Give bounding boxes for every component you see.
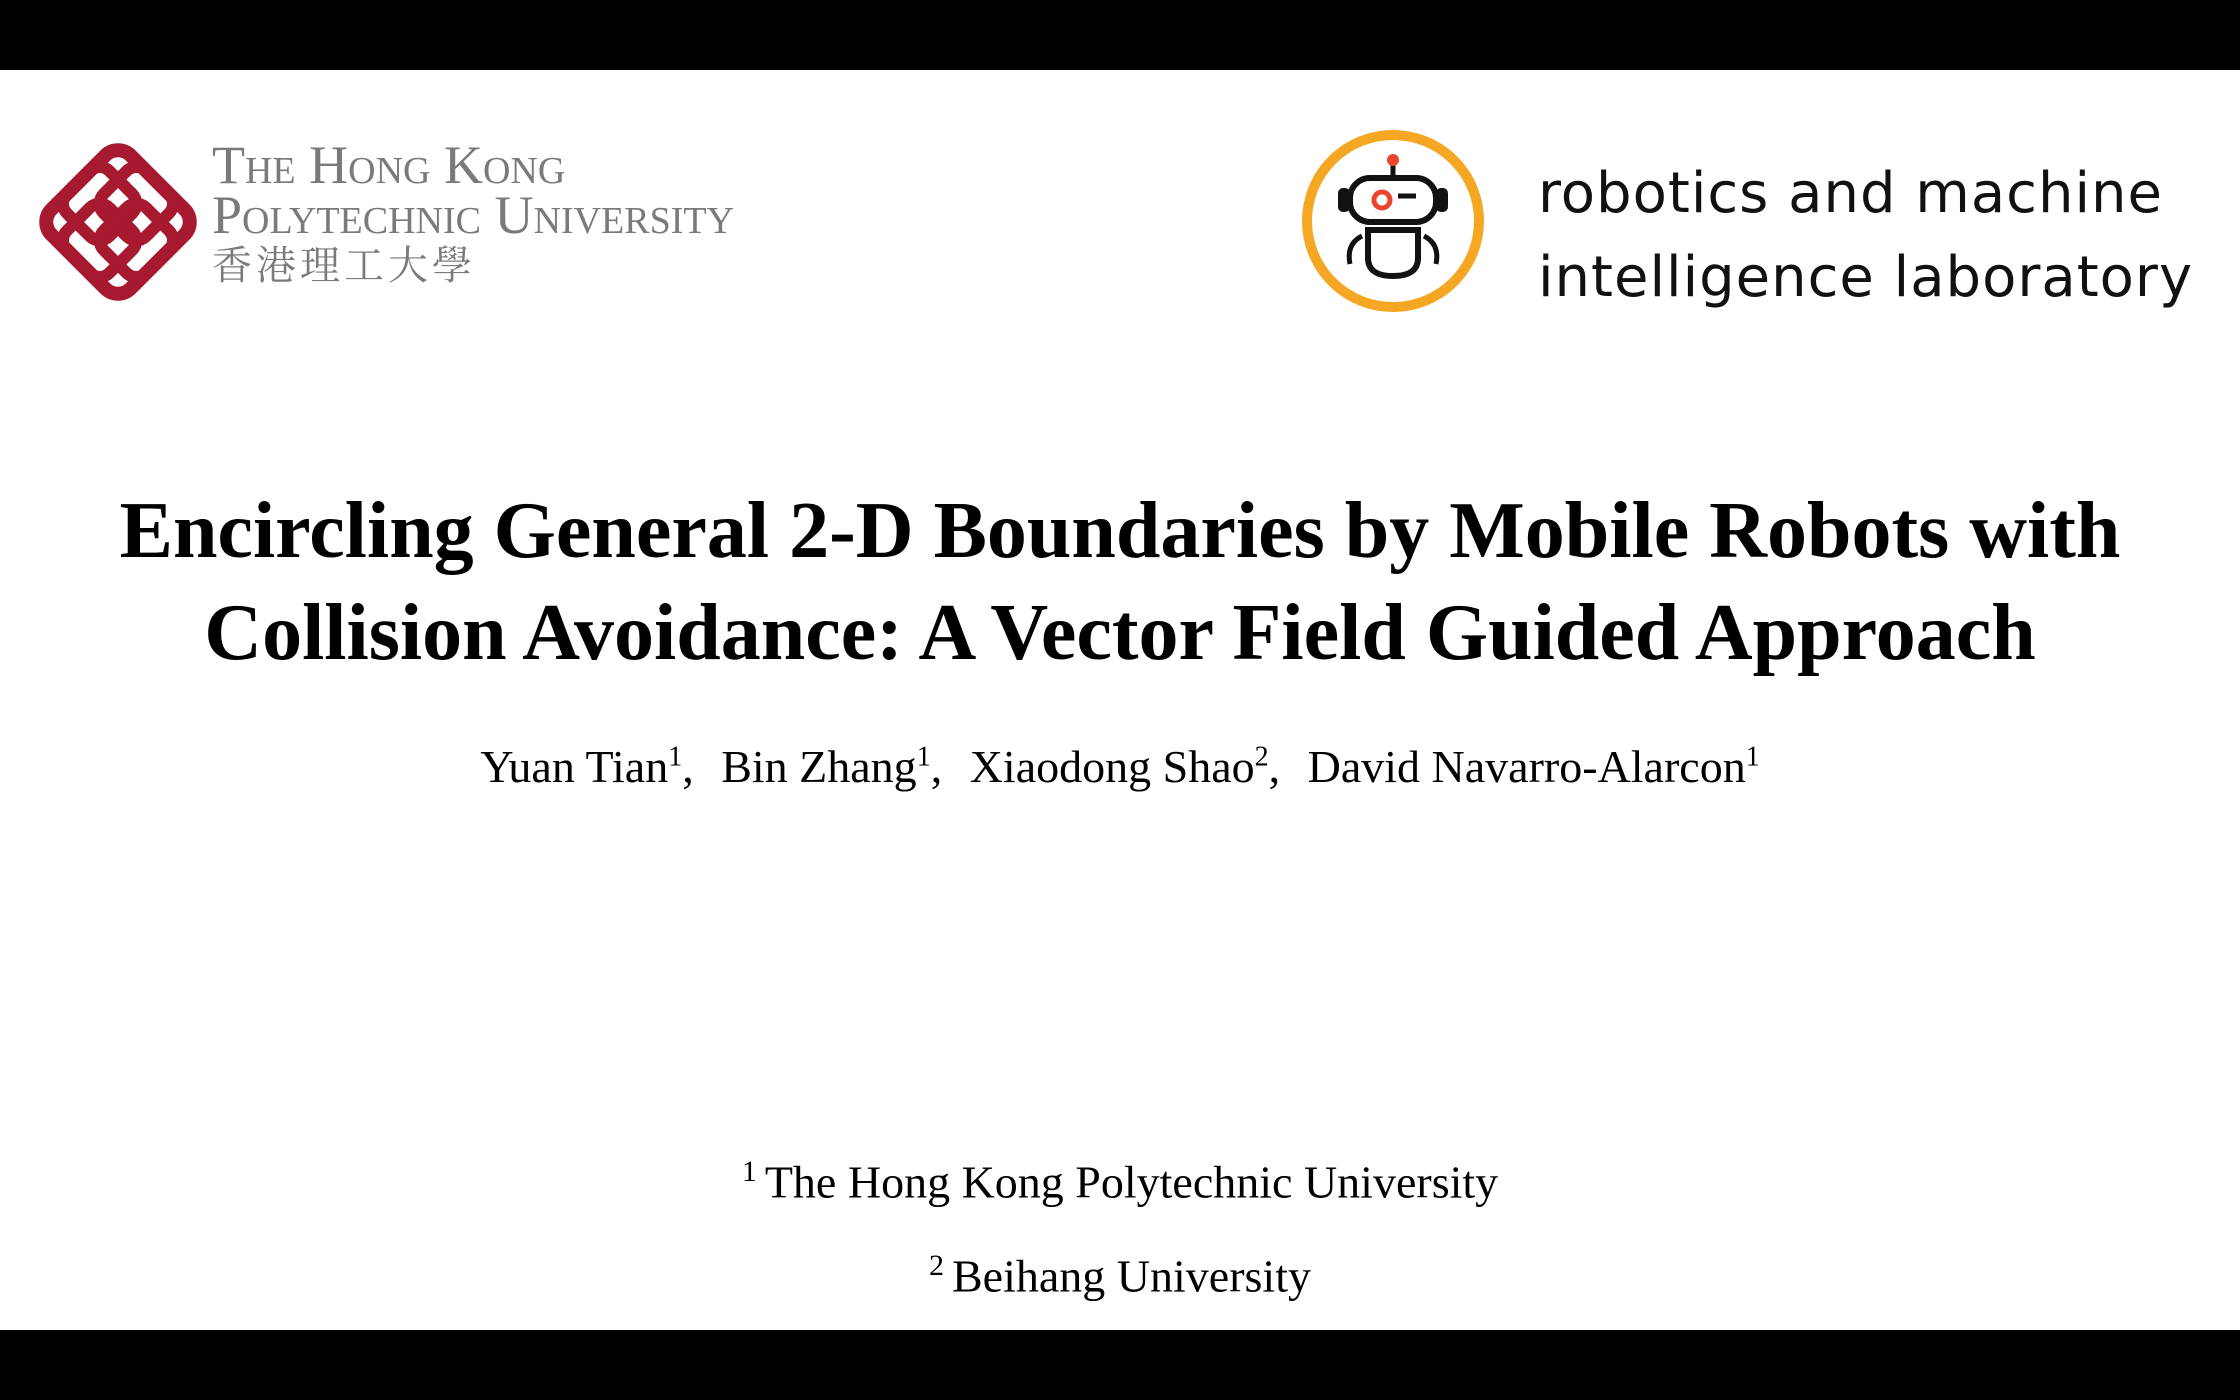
author-affiliation-mark: 1 — [668, 741, 683, 773]
letterbox-bottom — [0, 1330, 2240, 1400]
author-name: David Navarro-Alarcon — [1307, 741, 1746, 792]
author: Bin Zhang$^1$, — [721, 741, 943, 792]
lab-name-line2: intelligence laboratory — [1538, 245, 2194, 310]
lab-logo — [1298, 126, 2198, 326]
polyu-wordmark — [212, 135, 735, 292]
author: Yuan Tian$^1$, — [480, 741, 694, 792]
author-name: Yuan Tian — [480, 741, 669, 792]
author-name: Xiaodong Shao — [969, 741, 1255, 792]
slide — [0, 70, 2240, 1330]
author-affiliation-mark: 2 — [1254, 741, 1269, 773]
polyu-name-line2: Polytechnic University — [212, 185, 735, 245]
affiliation-list — [0, 1130, 2240, 1319]
robot-icon — [1298, 126, 1488, 316]
affiliation-name: Beihang University — [952, 1250, 1311, 1302]
title-line1: Encircling General 2-D Boundaries by Mobile Robots with — [119, 487, 2121, 575]
affiliation-name: The Hong Kong Polytechnic University — [764, 1156, 1499, 1208]
presentation-title — [40, 480, 2200, 684]
author-affiliation-mark: 1 — [1745, 741, 1760, 773]
affiliation — [0, 1130, 2240, 1224]
affiliation-mark: 2 — [929, 1249, 944, 1283]
lab-wordmark — [1538, 152, 2193, 320]
polyu-name-line1: The Hong Kong — [212, 135, 566, 195]
affiliation-mark: 1 — [741, 1155, 757, 1188]
author: Xiaodong Shao$^2$, — [969, 741, 1281, 792]
letterbox-top — [0, 0, 2240, 70]
title-line2: Collision Avoidance: A Vector Field Guided Approach — [204, 589, 2036, 677]
author-name: Bin Zhang — [721, 741, 917, 792]
polyu-emblem-icon — [36, 140, 200, 304]
polyu-logo — [36, 135, 886, 310]
author-affiliation-mark: 1 — [916, 741, 931, 773]
affiliation — [0, 1224, 2240, 1318]
lab-name-line1: robotics and machine — [1538, 161, 2163, 226]
polyu-chinese-name: 香港理工大學 — [212, 243, 476, 288]
author-list — [0, 740, 2240, 793]
author — [1308, 741, 1760, 792]
